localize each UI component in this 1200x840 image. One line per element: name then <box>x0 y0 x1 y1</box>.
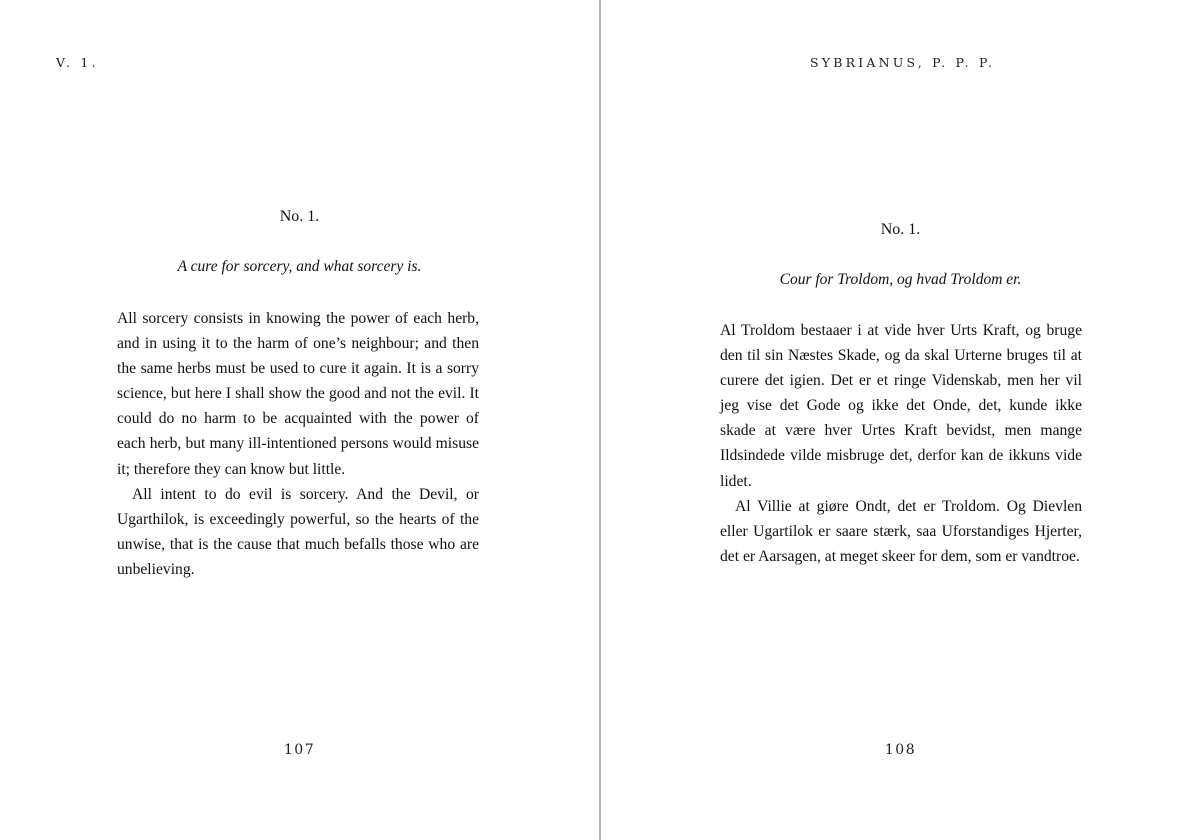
paragraph: All intent to do evil is sorcery. And the Devil, or Ugarthilok, is exceedingly powerful, so the hearts of the unwise, that is the cause that much befalls those who are unbelieving. <box>117 485 479 578</box>
page-number: 108 <box>884 742 917 758</box>
right-page <box>601 0 1200 840</box>
left-page <box>0 0 599 840</box>
running-head: SYBRIANUS, P. P. P. <box>810 55 996 70</box>
section-subtitle: Cour for Troldom, og hvad Troldom er. <box>779 271 1022 288</box>
section-subtitle: A cure for sorcery, and what sorcery is. <box>177 258 422 275</box>
paragraph: Al Troldom bestaaer i at vide hver Urts Kraft, og bruge den til sin Næstes Skade, og da skal Urterne bruges til at curere det igien. Det er et ringe Videnskab, men her vil jeg vise det Gode og ikke det Onde, det, kunde ikke skade at være hver Urtes Kraft bevidst, men mange Ildsindede vilde misbruge det, derfor kan de ikkuns vide lidet. <box>720 322 1082 490</box>
body-text <box>117 306 479 582</box>
paragraph: Al Villie at giøre Ondt, det er Troldom. Og Dievlen eller Ugartilok er saare stærk, saa Uforstandiges Hjerter, det er Aarsagen, at meget skeer for dem, som er vandtroe. <box>720 497 1082 565</box>
section-number: No. 1. <box>880 221 921 238</box>
section-number: No. 1. <box>279 208 320 225</box>
page-number: 107 <box>283 742 316 758</box>
paragraph: All sorcery consists in knowing the power of each herb, and in using it to the harm of one’s neighbour; and then the same herbs must be used to cure it again. It is a sorry science, but here I shall show the good and not the evil. It could do no harm to be acquainted with the power of each herb, but many ill-intentioned persons would misuse it; therefore they can know but little. <box>117 310 479 478</box>
body-text <box>720 318 1082 569</box>
running-head: V. 1. <box>56 55 99 70</box>
